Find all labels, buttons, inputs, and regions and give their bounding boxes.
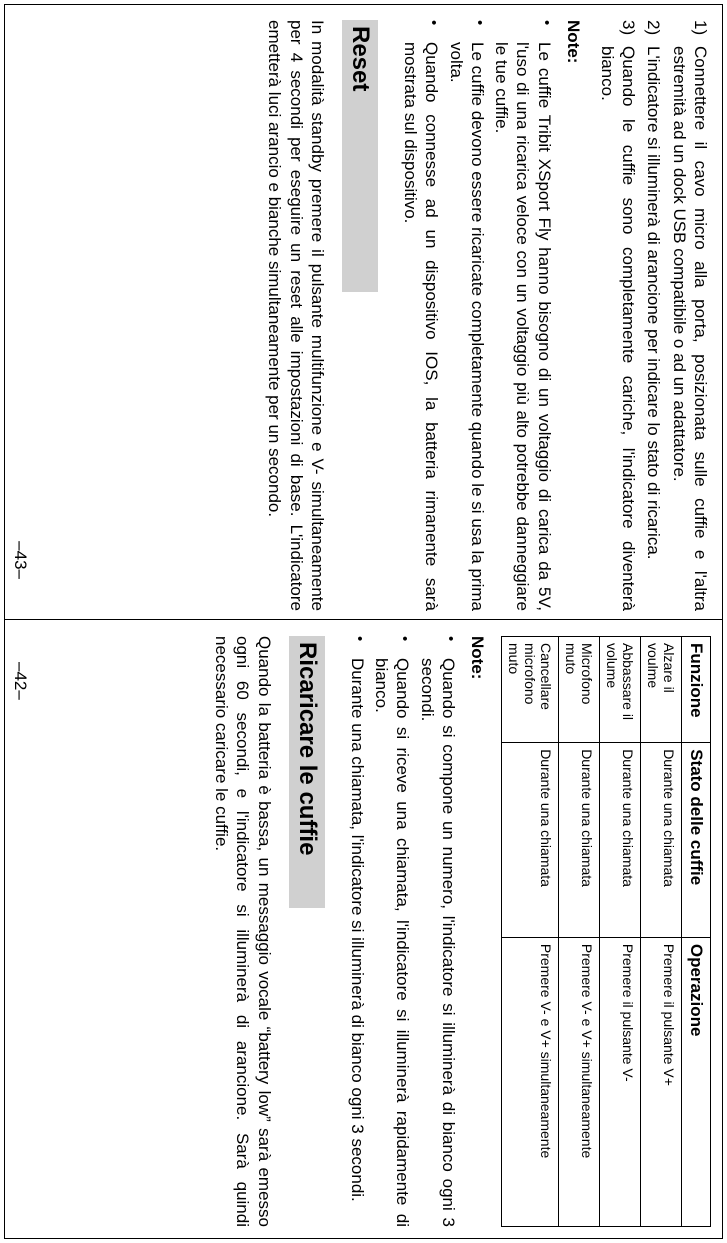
header-operazione: Operazione	[682, 937, 711, 1226]
charge-heading: Ricaricare le cuffie	[289, 636, 325, 908]
step-item: 3) Quando le cuffie sono completamente cariche, l'indicatore diventerà bianco.	[598, 20, 639, 611]
table-row: Alzare il voulme Durante una chiamata Premere il pulsante V+	[641, 637, 682, 1227]
table-row: Microfono muto Durante una chiamata Premere V- e V+ simultaneamente	[559, 637, 600, 1227]
notes-list	[347, 636, 459, 1227]
page-divider	[4, 619, 723, 620]
notes-list	[400, 20, 555, 611]
reset-text: In modalità standby premere il pulsante multifunzione e V- simultaneamente per 4 secondi per eseguire un reset alle impostazioni di base. L'indicatore emetterà luci arancio e bianche simultaneamente per un secondo.	[265, 20, 327, 611]
bullet-icon: •	[471, 20, 488, 26]
notes-title: Note:	[563, 20, 583, 64]
step-item: 1) Connettere il cavo micro alla porta, posizionata sulle cuffie e l'altra estremità ad un dock USB compatibile o ad un adattatore.	[669, 20, 710, 611]
note-item: • Le cuffie Tribit XSport Fly hanno bisogno di un voltaggio di carica da 5V, l'uso di una ricarica veloce con un voltaggio più alto potrebbe danneggiare le tue cuffie.	[492, 20, 555, 611]
note-item: • Quando si riceve una chiamata, l'indicatore si illuminerà rapidamente di bianco.	[372, 636, 414, 1227]
page-43	[4, 6, 723, 619]
header-stato: Stato delle cuffie	[682, 743, 711, 938]
bullet-icon: •	[442, 636, 459, 642]
note-item: • Durante una chiamata, l'indicatore si illuminerà di bianco ogni 3 secondi.	[348, 636, 368, 1202]
note-item: • Le cuffie devono essere ricaricate completamente quando le si usa la prima volta.	[446, 20, 488, 611]
page-number: –43–	[11, 541, 30, 579]
page-42	[4, 622, 723, 1235]
table-row: Abbassare il volume Durante una chiamata Premere il pulsante V-	[600, 637, 641, 1227]
bullet-icon: •	[425, 20, 443, 26]
charging-steps	[597, 20, 711, 611]
table-header-row	[682, 637, 711, 1227]
reset-heading: Reset	[342, 20, 378, 292]
notes-title: Note:	[468, 636, 487, 680]
bullet-icon: •	[396, 636, 414, 642]
page-number: –42–	[11, 662, 30, 700]
table-row: Cancellare microfono muto Durante una chiamata Premere V- e V+ simultaneamente	[502, 637, 559, 1227]
bullet-icon: •	[537, 20, 555, 26]
note-item: • Quando si compone un numero, l'indicatore si illuminerà di bianco ogni 3 secondi.	[417, 636, 459, 1227]
note-item: • Quando connesse ad un dispositivo IOS, la batteria rimanente sarà mostrata sul dispositivo.	[401, 20, 443, 611]
charge-text: Quando la batteria è bassa, un messaggio vocale “battery low” sarà emesso ogni 60 secondi, e l'indicatore si illuminerà di arancione. Sarà quindi necessario caricare le cuffie.	[212, 636, 274, 1227]
header-funzione: Funzione	[682, 637, 711, 743]
step-item: 2) L'indicatore si illuminerà di arancione per indicare lo stato di ricarica.	[644, 20, 664, 560]
function-table	[501, 636, 711, 1227]
bullet-icon: •	[351, 636, 368, 642]
